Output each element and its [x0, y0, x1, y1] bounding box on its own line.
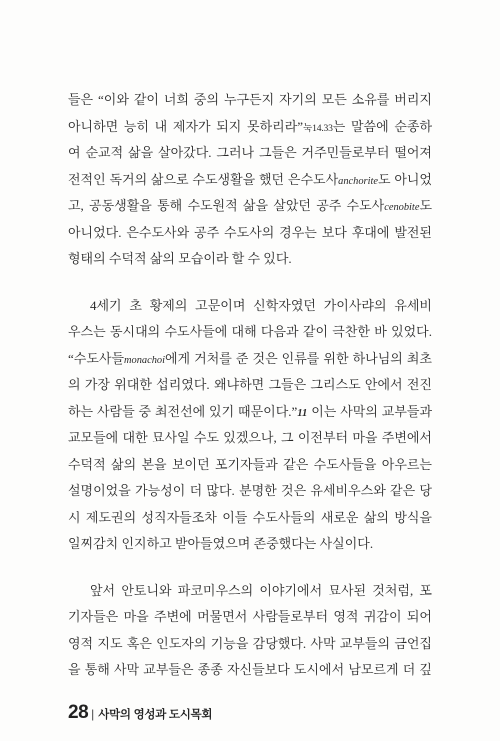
- text-span: 이는 사막의 교부들과: [307, 403, 432, 419]
- text-span: 도 아니었: [377, 171, 432, 187]
- text-span: 하는 사람들 중 최전선에 있기 때문이다.”: [68, 403, 298, 419]
- running-title: 사막의 영성과 도시목회: [98, 709, 213, 721]
- text-span: 우스는 동시대의 수도사들에 대해 다음과 같이 극찬한 바 있었다.: [68, 324, 432, 339]
- text-span: 는 말씀에 순종하: [332, 118, 433, 134]
- text-line: [68, 425, 432, 452]
- text-line: [68, 346, 432, 373]
- text-line: [68, 452, 432, 479]
- footnote-marker: 11: [297, 407, 308, 419]
- text-line: [68, 478, 432, 505]
- text-line: [68, 114, 432, 141]
- text-line: [68, 140, 432, 167]
- text-line: [68, 399, 432, 426]
- text-span: 의 가장 위대한 섭리였다. 왜냐하면 그들은 그리스도 안에서 전진: [68, 377, 432, 392]
- paragraph: [68, 578, 432, 684]
- text-span: 도: [419, 198, 432, 213]
- text-line: [68, 531, 432, 558]
- text-line: [68, 631, 432, 658]
- text-span: 을 통해 사막 교부들은 종종 자신들보다 도시에서 남모르게 더 깊: [68, 662, 432, 677]
- text-line: [68, 220, 432, 247]
- text-line: [68, 87, 432, 114]
- text-span: 들은 “이와 같이 너희 중의 누구든지 자기의 모든 소유를 버리지: [68, 92, 432, 107]
- text-span: 에게 거처를 준 것은 인류를 위한 하나님의 최초: [165, 350, 432, 366]
- text-span: 설명이었을 가능성이 더 많다. 분명한 것은 유세비우스와 같은 당: [68, 483, 432, 498]
- text-line: [68, 167, 432, 194]
- scripture-reference: 눅14.33: [303, 122, 333, 134]
- text-line: [68, 657, 432, 684]
- page-footer: [68, 702, 212, 724]
- text-span: 여 순교적 삶을 살아갔다. 그러나 그들은 거주민들로부터 떨어져: [68, 145, 432, 160]
- latin-term: anchorite: [338, 175, 378, 187]
- latin-term: monachoi: [124, 354, 165, 366]
- text-span: 아니었다. 은수도사와 공주 수도사의 경우는 보다 후대에 발전된: [68, 224, 432, 240]
- text-span: 형태의 수덕적 삶의 모습이라 할 수 있다.: [68, 251, 292, 266]
- text-line: [68, 505, 432, 532]
- text-line: [68, 193, 432, 220]
- text-span: 아니하면 능히 내 제자가 되지 못하리라”: [68, 118, 304, 134]
- paragraph: [68, 293, 432, 558]
- text-span: 고, 공동생활을 통해 수도원적 삶을 살았던 공주 수도사: [68, 198, 385, 213]
- text-span: 4세기 초 황제의 고문이며 신학자였던 가이사랴의 유세비: [90, 297, 432, 313]
- text-span: 전적인 독거의 삶으로 수도생활을 했던 은수도사: [68, 171, 339, 187]
- body-text: [68, 87, 432, 684]
- text-line: [68, 372, 432, 399]
- footer-separator: |: [91, 707, 95, 721]
- text-line: [68, 293, 432, 320]
- text-line: [68, 246, 432, 273]
- text-span: 수덕적 삶의 본을 보이던 포기자들과 같은 수도사들을 아우르는: [68, 456, 432, 472]
- text-line: [68, 578, 432, 605]
- text-line: [68, 604, 432, 631]
- text-span: 교모들에 대한 묘사일 수도 있겠으나, 그 이전부터 마을 주변에서: [68, 430, 432, 445]
- page-number: 28: [68, 702, 89, 723]
- latin-term: cenobite: [384, 202, 420, 213]
- text-span: 기자들은 마을 주변에 머물면서 사람들로부터 영적 귀감이 되어: [68, 609, 432, 624]
- text-span: 시 제도권의 성직자들조차 이들 수도사들의 새로운 삶의 방식을: [68, 509, 432, 525]
- text-span: 영적 지도 혹은 인도자의 기능을 감당했다. 사막 교부들의 금언집: [68, 635, 432, 651]
- text-span: 앞서 안토니와 파코미우스의 이야기에서 묘사된 것처럼, 포: [90, 582, 432, 598]
- text-span: 일찌감치 인지하고 받아들였으며 존중했다는 사실이다.: [68, 536, 374, 551]
- text-line: [68, 319, 432, 346]
- paragraph: [68, 87, 432, 273]
- text-span: “수도사들: [68, 350, 125, 366]
